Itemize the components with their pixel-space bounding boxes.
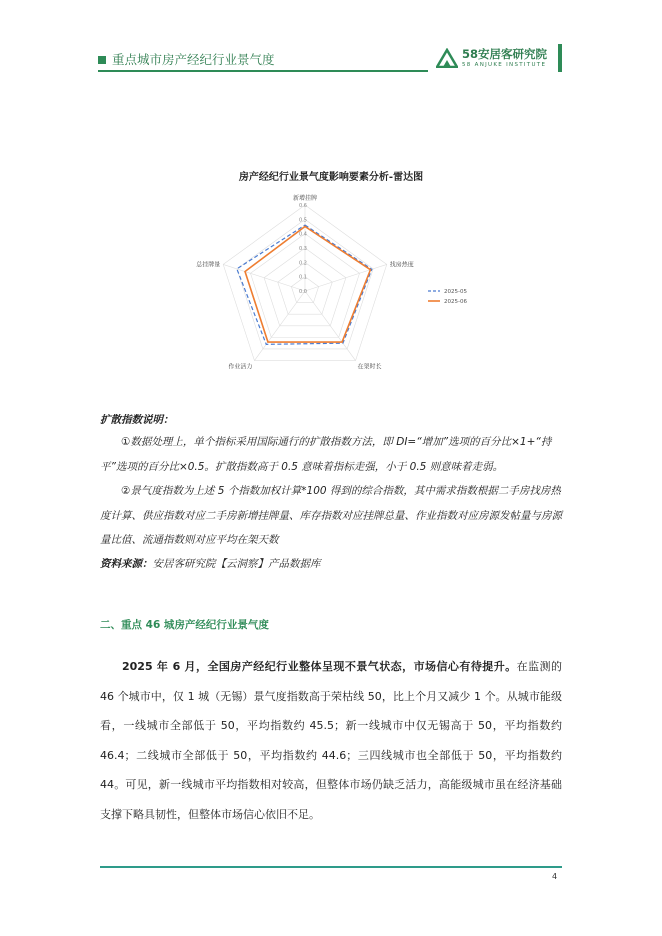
- chart-title: 房产经纪行业景气度影响要素分析-雷达图: [238, 172, 424, 183]
- tick-label: 0.2: [299, 260, 307, 267]
- axis-label: 找房热度: [389, 261, 414, 269]
- header-title: 重点城市房产经纪行业景气度: [112, 52, 275, 67]
- axis-label: 作业活力: [228, 363, 253, 371]
- tick-label: 0.1: [299, 274, 307, 281]
- source-label: 资料来源：: [100, 558, 153, 570]
- section-lead: 2025 年 6 月，全国房产经纪行业整体呈现不景气状态，市场信心有待提升。: [122, 660, 517, 673]
- logo-mountain-icon: [436, 48, 458, 68]
- logo-text: 58安居客研究院: [462, 47, 548, 61]
- axis-label: 新增挂牌: [292, 195, 318, 202]
- tick-label: 0.5: [299, 217, 307, 224]
- series-line: [237, 225, 372, 344]
- logo: [436, 46, 556, 72]
- header-accent-bar: [558, 44, 562, 72]
- page-number: 4: [552, 872, 558, 881]
- data-source: [100, 552, 562, 577]
- logo-subtext: 58 ANJUKE INSTITUTE: [462, 62, 547, 68]
- section-body: [100, 652, 562, 829]
- radar-chart: [190, 195, 490, 380]
- legend-label: 2025-05: [444, 289, 467, 295]
- section-title: 二、重点 46 城房产经纪行业景气度: [100, 619, 269, 631]
- axis-label: 总挂牌量: [196, 261, 221, 269]
- axis-label: 在架时长: [357, 363, 382, 371]
- tick-label: 0.3: [299, 246, 307, 252]
- explanation-paragraph-2: ②景气度指数为上述 5 个指数加权计算*100 得到的综合指数，其中需求指数根据二手房找房热度计算、供应指数对应二手房新增挂牌量、库存指数对应挂牌总量、作业指数对应房源发帖量与房源量比值、流通指数则对应平均在架天数: [100, 485, 562, 546]
- tick-label: 0.6: [299, 203, 307, 209]
- legend-label: 2025-06: [444, 299, 467, 305]
- explanation-title: 扩散指数说明：: [100, 414, 174, 426]
- tick-label: 0.0: [299, 289, 307, 295]
- section-body-text: 在监测的 46 个城市中，仅 1 城（无锡）景气度指数高于荣枯线 50，比上个月又减少 1 个。从城市能级看，一线城市全部低于 50，平均指数约 45.5；新一线城市中仅无锡高于 50，平均指数约 46.4；二线城市全部低于 50，平均指数约 44.6；三四线城市也全部低于 50，平均指数约 44。可见，新一线城市平均指数相对较高，但整体市场仍缺乏活力，高能级城市虽在经济基础支撑下略具韧性，但整体市场信心依旧不足。: [100, 660, 562, 821]
- tick-label: 0.4: [299, 231, 307, 238]
- footer-rule: [100, 866, 562, 868]
- header-square-icon: [98, 56, 106, 64]
- axis-spoke: [305, 264, 387, 291]
- axis-spoke: [223, 264, 305, 291]
- header-rule: [98, 70, 428, 72]
- page-header: [98, 44, 562, 74]
- source-text: 安居客研究院【云洞察】产品数据库: [152, 558, 321, 570]
- explanation-paragraph-1: ①数据处理上，单个指标采用国际通行的扩散指数方法，即 DI=“增加”选项的百分比×1+“持平”选项的百分比×0.5。扩散指数高于 0.5 意味着指标走强，小于 0.5 则意味着走弱。: [100, 436, 552, 473]
- series-line: [245, 227, 370, 343]
